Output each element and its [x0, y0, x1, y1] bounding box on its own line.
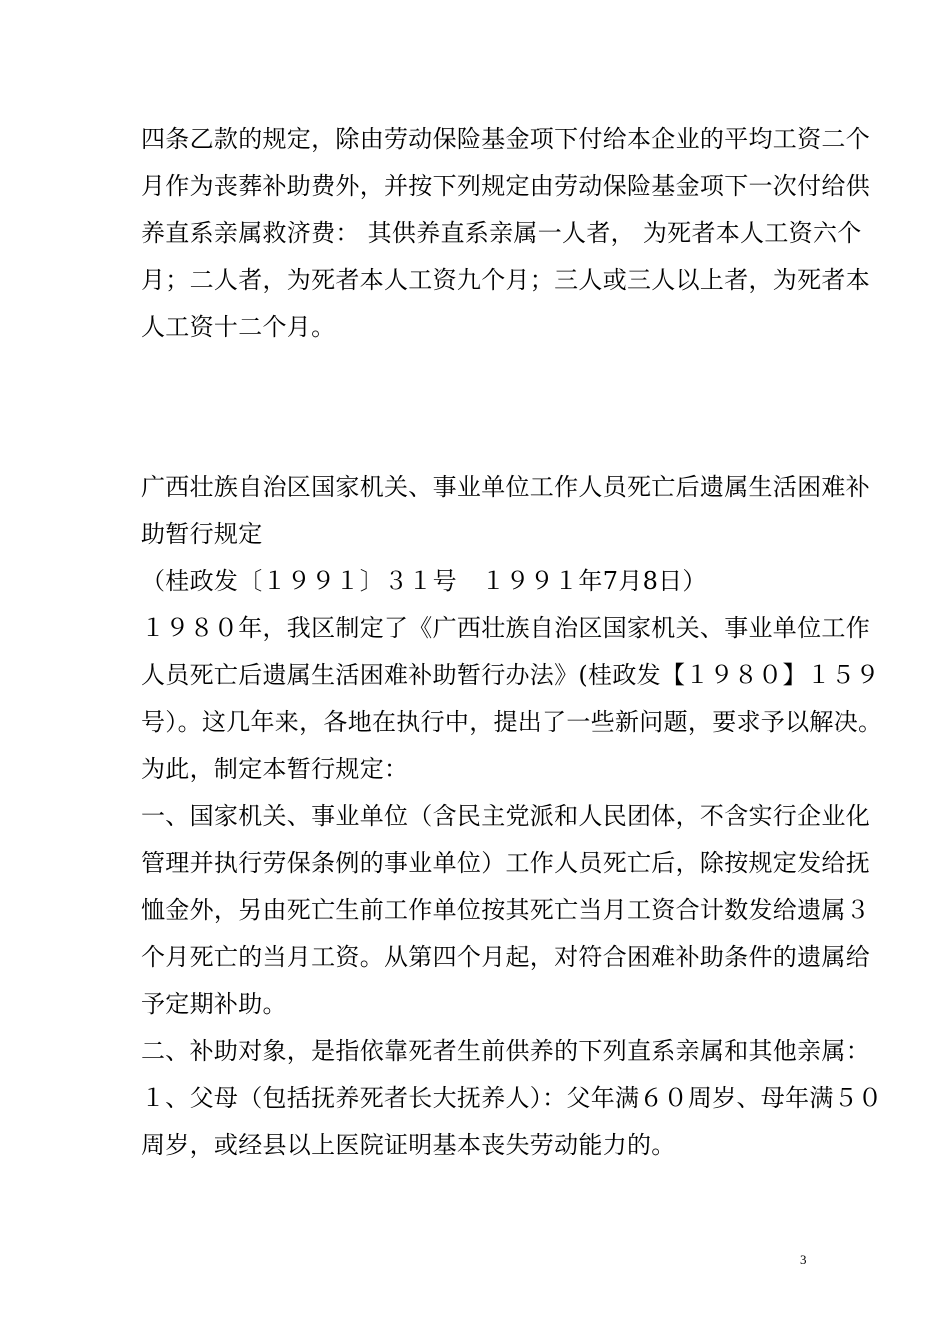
intro-line-2: 人员死亡后遗属生活困难补助暂行办法》(桂政发【１９８０】１５９: [141, 661, 880, 689]
article-2-line-1: 二、补助对象，是指依靠死者生前供养的下列直系亲属和其他亲属：: [141, 1037, 870, 1065]
article-1-line-2: 管理并执行劳保条例的事业单位）工作人员死亡后，除按规定发给抚: [141, 849, 870, 877]
intro-line-4: 为此，制定本暂行规定：: [141, 755, 409, 783]
page-number: 3: [800, 1252, 807, 1267]
article-1-line-4: 个月死亡的当月工资。从第四个月起，对符合困难补助条件的遗属给: [141, 943, 870, 971]
article-1-line-3: 恤金外，另由死亡生前工作单位按其死亡当月工资合计数发给遗属３: [141, 896, 870, 924]
article-1-line-5: 予定期补助。: [141, 990, 287, 1018]
document-title-line-2: 助暂行规定: [141, 520, 263, 548]
paragraph-1-line-1: 四条乙款的规定，除由劳动保险基金项下付给本企业的平均工资二个: [141, 125, 870, 153]
intro-line-1: １９８０年，我区制定了《广西壮族自治区国家机关、事业单位工作: [141, 614, 870, 642]
document-title-line-1: 广西壮族自治区国家机关、事业单位工作人员死亡后遗属生活困难补: [141, 473, 870, 501]
paragraph-1-line-5: 人工资十二个月。: [141, 313, 336, 341]
paragraph-1-line-2: 月作为丧葬补助费外，并按下列规定由劳动保险基金项下一次付给供: [141, 172, 870, 200]
paragraph-1-line-4: 月；二人者，为死者本人工资九个月；三人或三人以上者，为死者本: [141, 266, 870, 294]
article-1-line-1: 一、国家机关、事业单位（含民主党派和人民团体，不含实行企业化: [141, 802, 870, 830]
item-1-line-2: 周岁，或经县以上医院证明基本丧失劳动能力的。: [141, 1131, 676, 1159]
document-number: （桂政发〔１９９１〕３１号 １９９１年7月8日）: [141, 567, 707, 595]
item-1-line-1: １、父母（包括抚养死者长大抚养人）：父年满６０周岁、母年满５０: [141, 1084, 883, 1112]
paragraph-1-line-3: 养直系亲属救济费： 其供养直系亲属一人者， 为死者本人工资六个: [141, 219, 862, 247]
intro-line-3: 号）。这几年来，各地在执行中，提出了一些新问题，要求予以解决。: [141, 708, 883, 736]
